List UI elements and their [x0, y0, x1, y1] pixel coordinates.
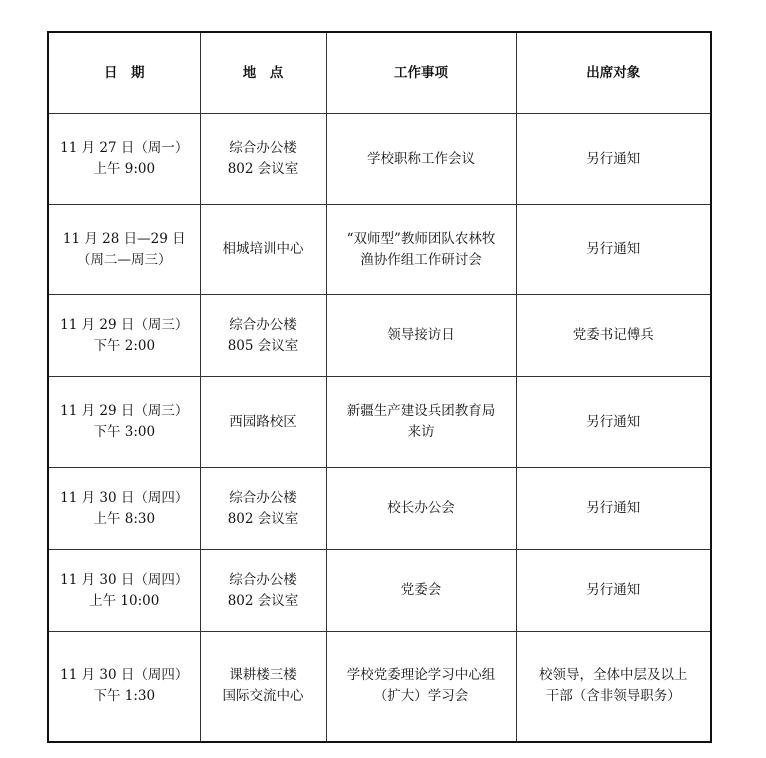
cell-attendees-line: 另行通知: [586, 150, 641, 167]
cell-attendees-line: 党委书记傅兵: [572, 327, 654, 343]
cell-place-line: 802 会议室: [227, 510, 299, 527]
cell-attendees: [516, 205, 711, 295]
cell-place-line: 相城培训中心: [222, 241, 304, 257]
cell-place-line: 西园路校区: [229, 413, 297, 430]
cell-attendees-line: 另行通知: [586, 413, 641, 430]
cell-item-line: 党委会: [400, 582, 442, 598]
cell-item-line: 来访: [407, 424, 435, 440]
cell-item-line: 校长办公会: [387, 500, 455, 516]
table-row: [48, 295, 711, 377]
schedule-table: [47, 31, 712, 743]
cell-item: [326, 205, 516, 295]
cell-date: [48, 632, 200, 742]
cell-attendees: [516, 632, 711, 742]
cell-place-line: 综合办公楼: [229, 571, 297, 588]
cell-place: [200, 205, 326, 295]
cell-date: [48, 468, 200, 550]
cell-item: [326, 295, 516, 377]
cell-place-line: 802 会议室: [227, 161, 299, 177]
cell-date: [48, 377, 200, 468]
cell-attendees: [516, 377, 711, 468]
cell-place: [200, 377, 326, 468]
cell-item: [326, 550, 516, 632]
cell-attendees-line: 校领导，全体中层及以上: [539, 667, 688, 684]
cell-date-line: 下午 1:30: [93, 688, 156, 705]
table-row: [48, 468, 711, 550]
cell-place-line: 综合办公楼: [229, 140, 297, 156]
header-row: [48, 32, 711, 114]
cell-item: [326, 468, 516, 550]
cell-date-line: 上午 10:00: [89, 592, 160, 609]
cell-item-line: “双师型”教师团队农林牧: [346, 230, 496, 247]
cell-item-line: 领导接访日: [387, 327, 455, 343]
cell-place-line: 805 会议室: [227, 337, 299, 354]
cell-attendees-line: 另行通知: [586, 500, 641, 516]
cell-place: [200, 295, 326, 377]
cell-date-line: 11 月 28 日—29 日: [62, 230, 186, 247]
cell-date-line: 下午 3:00: [93, 424, 156, 440]
cell-date-line: 下午 2:00: [93, 337, 156, 354]
cell-attendees: [516, 114, 711, 205]
cell-attendees-line: 干部（含非领导职务）: [545, 688, 681, 705]
cell-place-line: 802 会议室: [227, 592, 299, 609]
cell-date-line: 11 月 29 日（周三）: [60, 316, 189, 333]
cell-date-line: 上午 8:30: [93, 510, 156, 527]
cell-place: [200, 114, 326, 205]
table-row: [48, 114, 711, 205]
cell-date-line: 11 月 30 日（周四）: [60, 667, 189, 684]
cell-place: [200, 632, 326, 742]
cell-item-line: （扩大）学习会: [373, 688, 469, 705]
cell-attendees: [516, 295, 711, 377]
cell-date-line: 上午 9:00: [93, 161, 156, 177]
table-row: [48, 205, 711, 295]
cell-item: [326, 632, 516, 742]
table-row: [48, 550, 711, 632]
cell-item-line: 学校党委理论学习中心组: [346, 667, 496, 684]
header-date: 日 期: [48, 32, 200, 114]
cell-item: [326, 114, 516, 205]
cell-place-line: 综合办公楼: [229, 489, 297, 506]
cell-place: [200, 468, 326, 550]
cell-date-line: （周二—周三）: [77, 251, 172, 268]
cell-item-line: 新疆生产建设兵团教育局: [346, 403, 496, 419]
cell-item: [326, 377, 516, 468]
header-attendees: 出席对象: [516, 32, 711, 114]
table-row: [48, 632, 711, 742]
header-item: 工作事项: [326, 32, 516, 114]
cell-date-line: 11 月 29 日（周三）: [60, 403, 189, 419]
cell-date: [48, 550, 200, 632]
cell-attendees-line: 另行通知: [586, 582, 641, 598]
cell-attendees: [516, 550, 711, 632]
cell-place-line: 综合办公楼: [229, 316, 297, 333]
header-place: 地 点: [200, 32, 326, 114]
cell-date: [48, 295, 200, 377]
cell-place: [200, 550, 326, 632]
cell-place-line: 课耕楼三楼: [229, 667, 297, 684]
cell-date-line: 11 月 27 日（周一）: [60, 140, 189, 156]
cell-date-line: 11 月 30 日（周四）: [60, 571, 189, 588]
cell-item-line: 渔协作组工作研讨会: [360, 251, 482, 268]
cell-attendees: [516, 468, 711, 550]
cell-place-line: 国际交流中心: [222, 688, 304, 705]
cell-date: [48, 114, 200, 205]
schedule-rows: [48, 114, 711, 742]
cell-item-line: 学校职称工作会议: [367, 150, 475, 167]
table-row: [48, 377, 711, 468]
cell-date: [48, 205, 200, 295]
cell-attendees-line: 另行通知: [586, 241, 641, 257]
cell-date-line: 11 月 30 日（周四）: [60, 489, 189, 506]
